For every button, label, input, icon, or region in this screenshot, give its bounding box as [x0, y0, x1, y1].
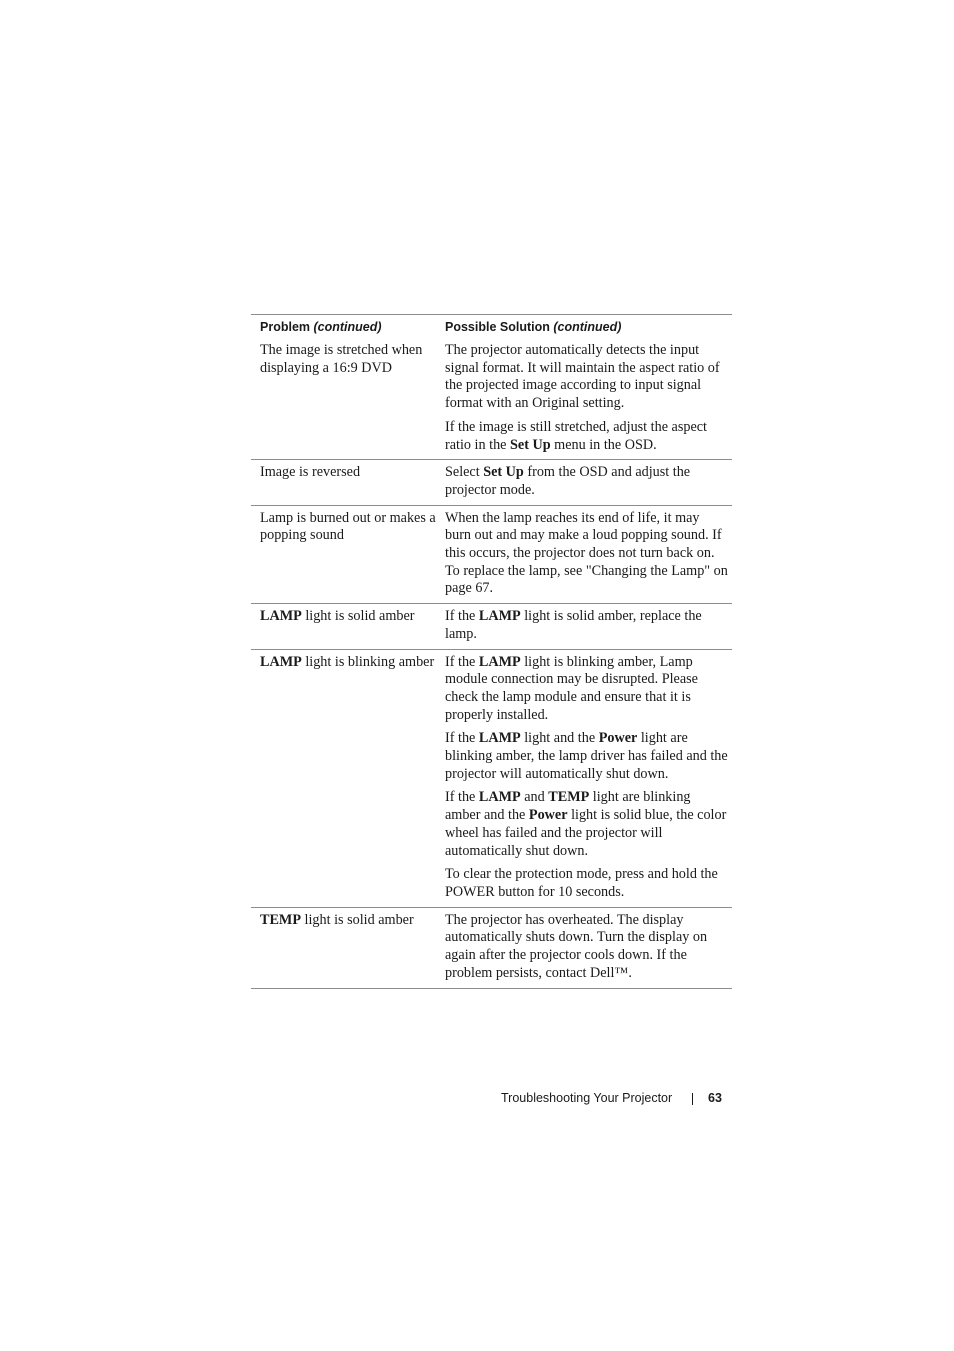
solution-cell [443, 608, 732, 643]
solution-cell [443, 510, 732, 599]
solution-cell [443, 464, 732, 499]
table-row [251, 460, 732, 505]
problem-cell: TEMP light is solid amber [260, 911, 414, 928]
table-row [251, 908, 732, 989]
table-header-row [251, 315, 732, 338]
solution-paragraph: The projector automatically detects the input signal format. It will maintain the aspect ratio of the projected image according to input signal format with an Original setting. [445, 342, 720, 412]
table-row [251, 604, 732, 649]
page-footer [0, 1089, 954, 1109]
problem-cell: LAMP light is solid amber [260, 608, 415, 625]
solution-paragraph: If the image is still stretched, adjust the aspect ratio in the Set Up menu in the OSD. [445, 418, 707, 453]
solution-paragraph: To clear the protection mode, press and hold the POWER button for 10 seconds. [445, 866, 718, 900]
solution-paragraph: If the LAMP light is solid amber, replace the lamp. [445, 608, 702, 642]
problem-cell: Lamp is burned out or makes a popping sound [260, 509, 436, 544]
solution-paragraph: If the LAMP light and the Power light are blinking amber, the lamp driver has failed and the projector will automatically shut down. [445, 730, 728, 782]
table-row [251, 338, 732, 460]
page-number: 63 [708, 1091, 722, 1105]
solution-paragraph: If the LAMP light is blinking amber, Lamp module connection may be disrupted. Please check the lamp module and ensure that it is properly installed. [445, 653, 698, 723]
table-row [251, 506, 732, 605]
solution-cell [443, 342, 732, 454]
troubleshooting-table [251, 314, 732, 989]
problem-column-header: Problem (continued) [260, 320, 382, 334]
solution-paragraph: Select Set Up from the OSD and adjust the projector mode. [445, 464, 691, 498]
solution-paragraph: If the LAMP and TEMP light are blinking amber and the Power light is solid blue, the color wheel has failed and the projector will automatically shut down. [445, 789, 727, 859]
solution-cell [443, 912, 732, 983]
table-row [251, 650, 732, 908]
footer-separator [692, 1093, 693, 1105]
problem-cell: The image is stretched when displaying a 16:9 DVD [260, 342, 423, 376]
solution-column-header: Possible Solution (continued) [445, 320, 622, 334]
solution-paragraph: The projector has overheated. The display automatically shuts down. Turn the display on again after the projector cools down. If the problem persists, contact Dell™. [445, 911, 708, 981]
problem-cell: LAMP light is blinking amber [260, 653, 435, 670]
solution-cell [443, 654, 732, 902]
problem-cell: Image is reversed [260, 464, 361, 481]
footer-section-title: Troubleshooting Your Projector [501, 1091, 673, 1105]
solution-paragraph: When the lamp reaches its end of life, it may burn out and may make a loud popping sound. If this occurs, the projector does not turn back on. To replace the lamp, see "Changing the Lamp" on page 67. [445, 509, 728, 597]
